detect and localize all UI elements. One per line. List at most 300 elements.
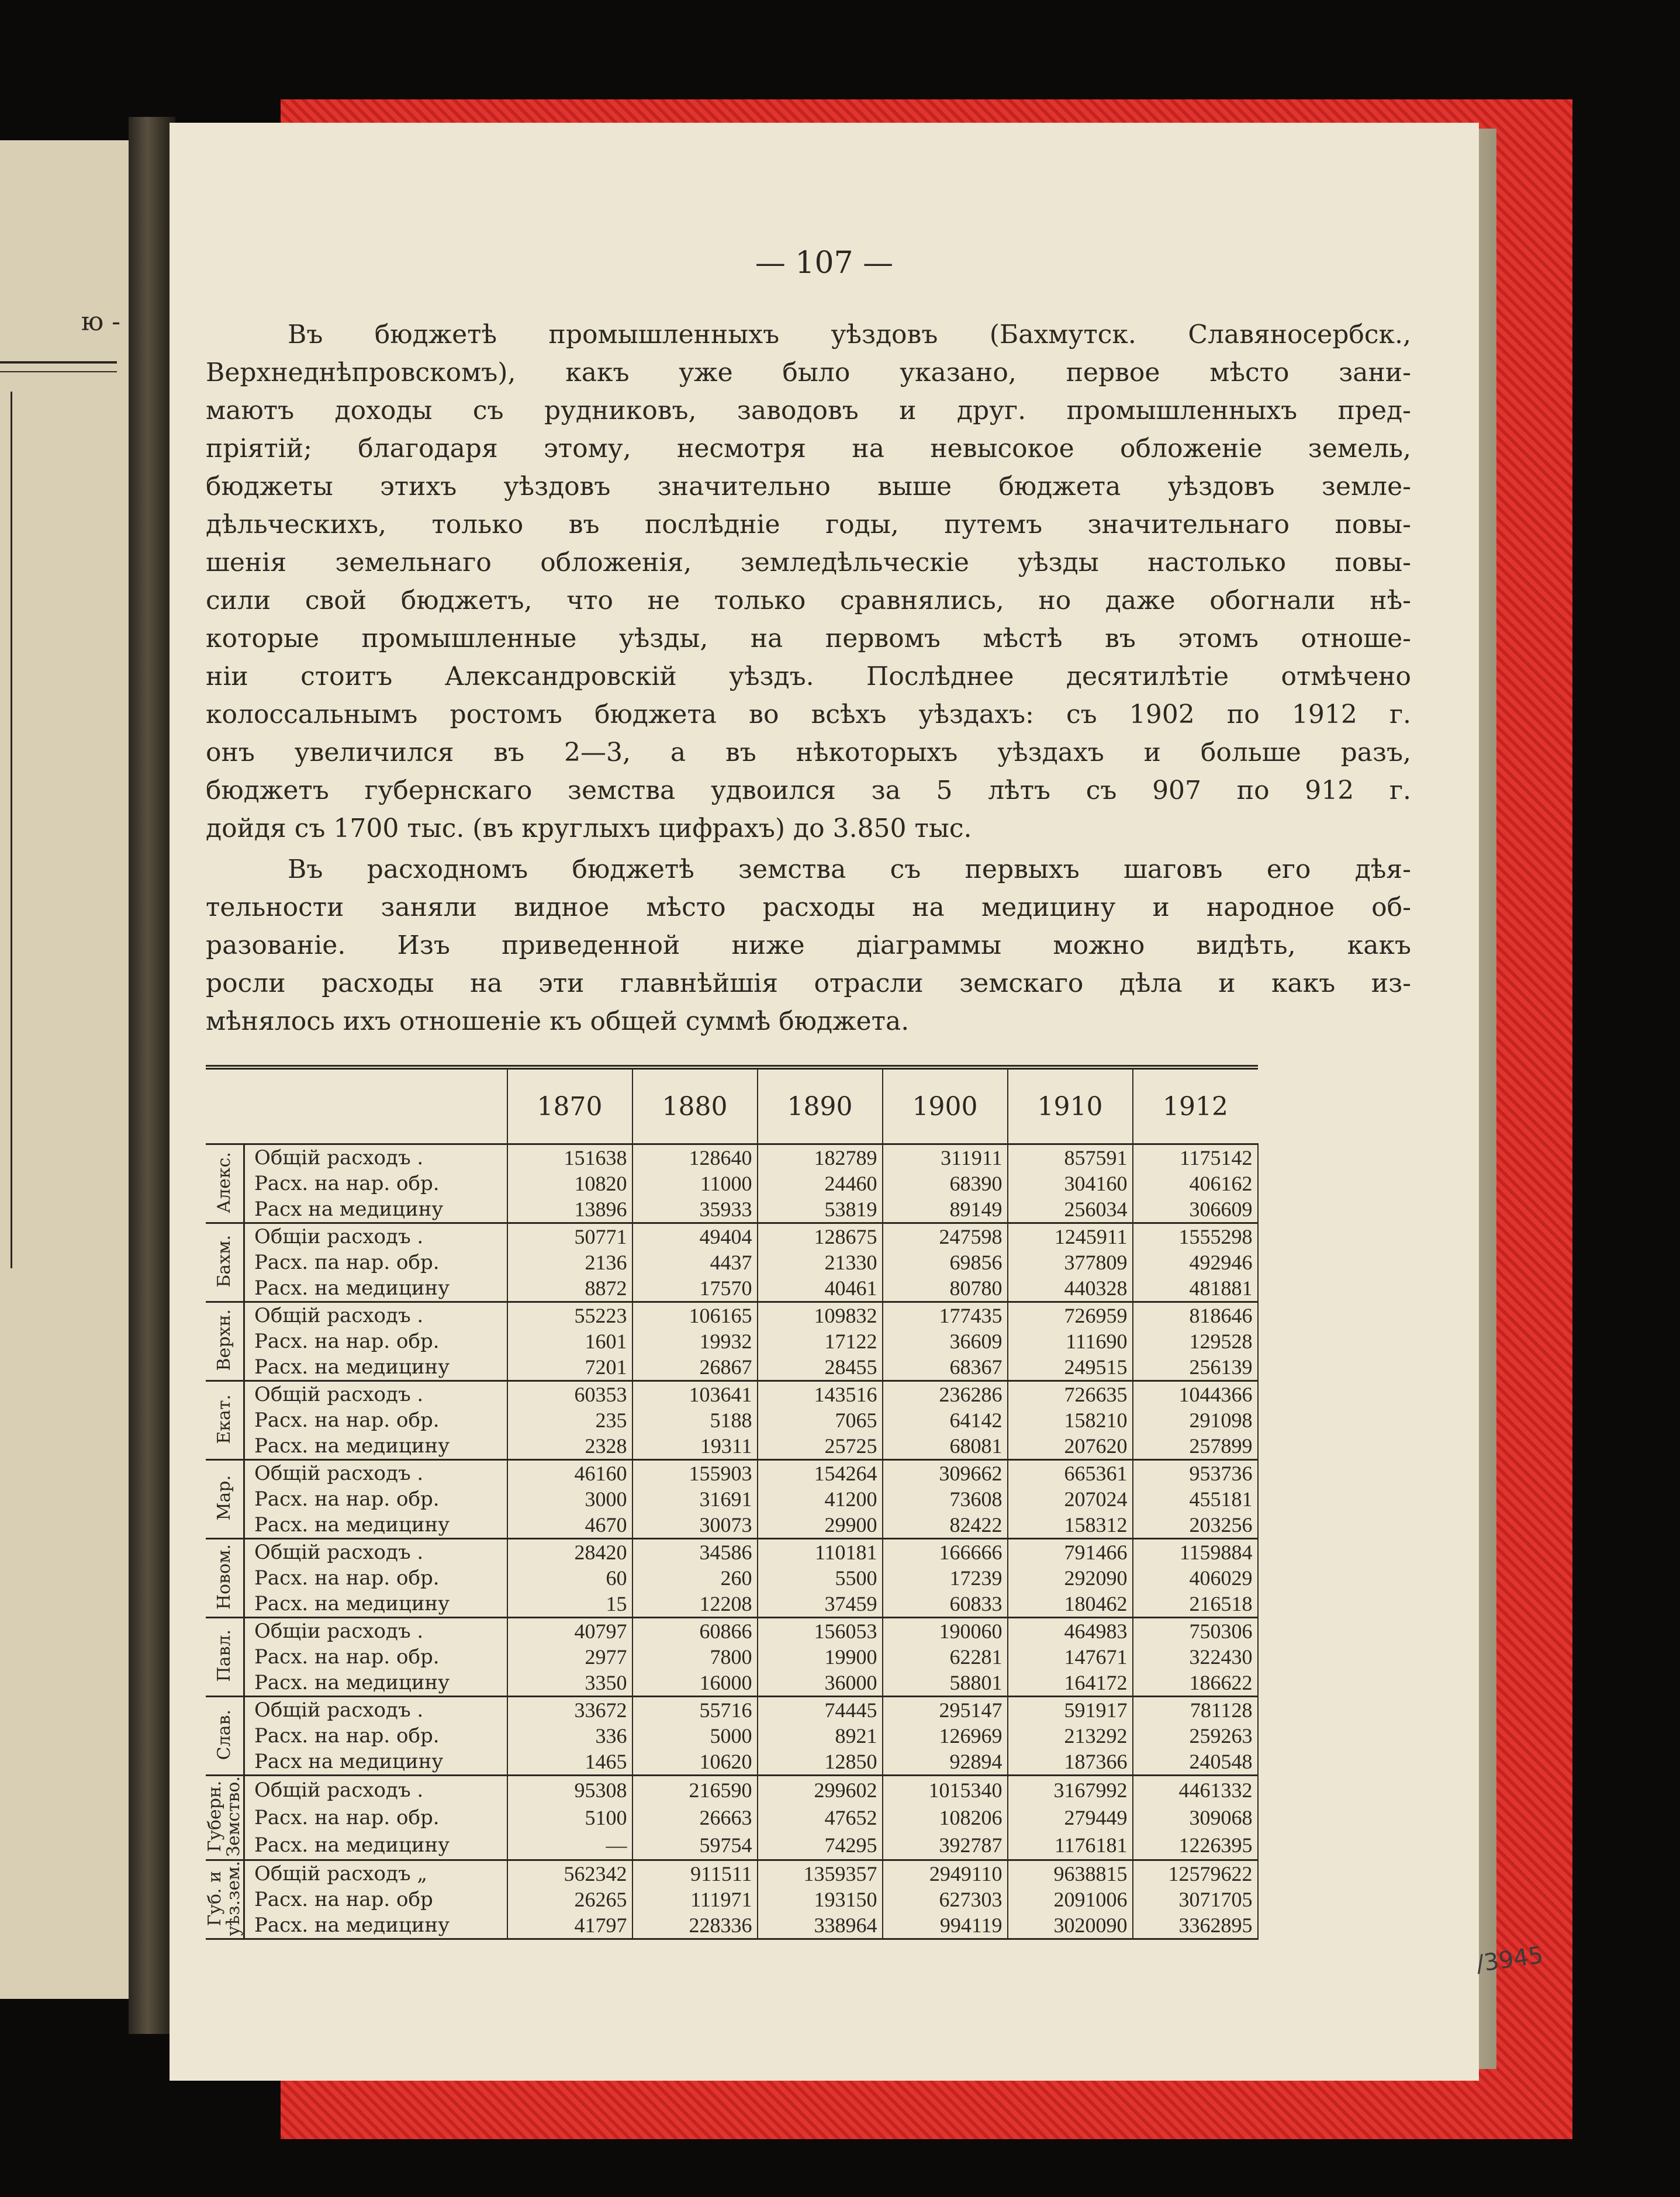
value-cell: 2136 xyxy=(507,1250,632,1275)
value-cell: 235 xyxy=(507,1407,632,1433)
text-line: дойдя съ 1700 тыс. (въ круглыхъ цифрахъ) до 3.850 тыс. xyxy=(206,814,972,843)
row-label: Расх на медицину xyxy=(244,1196,507,1223)
text-line: тельности заняли видное мѣсто расходы на медицину и народное об- xyxy=(206,892,1411,922)
value-cell: 89149 xyxy=(883,1196,1008,1223)
value-cell: 857591 xyxy=(1008,1144,1133,1171)
value-cell: 7800 xyxy=(632,1644,758,1670)
value-cell: 292090 xyxy=(1008,1565,1133,1591)
row-label: Общій расходъ . xyxy=(244,1302,507,1329)
value-cell: 5188 xyxy=(632,1407,758,1433)
row-label: Расх. па нар. обр. xyxy=(244,1250,507,1275)
value-cell: 41797 xyxy=(507,1912,632,1939)
value-cell: 158312 xyxy=(1008,1512,1133,1539)
row-label: Расх. на нар. обр. xyxy=(244,1486,507,1512)
value-cell: 55716 xyxy=(632,1697,758,1724)
value-cell: 109832 xyxy=(758,1302,883,1329)
value-cell: 295147 xyxy=(883,1697,1008,1724)
table-row xyxy=(206,1670,1258,1697)
body-text xyxy=(206,316,1411,1040)
table-row xyxy=(206,1644,1258,1670)
value-cell: 377809 xyxy=(1008,1250,1133,1275)
district-name: Губ. и уѣз.зем. xyxy=(205,1860,244,1936)
value-cell: 726635 xyxy=(1008,1381,1133,1408)
value-cell: 260 xyxy=(632,1565,758,1591)
value-cell: 7201 xyxy=(507,1354,632,1381)
value-cell: 481881 xyxy=(1133,1275,1258,1302)
value-cell: 994119 xyxy=(883,1912,1008,1939)
value-cell: 128675 xyxy=(758,1223,883,1250)
value-cell: 1176181 xyxy=(1008,1831,1133,1860)
value-cell: 74445 xyxy=(758,1697,883,1724)
district-name: Слав. xyxy=(214,1709,234,1760)
value-cell: 1601 xyxy=(507,1328,632,1354)
year-header: 1870 xyxy=(507,1067,632,1144)
value-cell: 60353 xyxy=(507,1381,632,1408)
value-cell: 2949110 xyxy=(883,1860,1008,1887)
value-cell: 4670 xyxy=(507,1512,632,1539)
value-cell: 24460 xyxy=(758,1171,883,1196)
table-row xyxy=(206,1539,1258,1566)
value-cell: 240548 xyxy=(1133,1749,1258,1776)
value-cell: 455181 xyxy=(1133,1486,1258,1512)
value-cell: 216590 xyxy=(632,1776,758,1804)
text-line: бюджеты этихъ уѣздовъ значительно выше бюджета уѣздовъ земле- xyxy=(206,472,1411,501)
value-cell: 1245911 xyxy=(1008,1223,1133,1250)
pencil-annotation: /3945 xyxy=(1474,1942,1545,1978)
value-cell: 911511 xyxy=(632,1860,758,1887)
value-cell: 177435 xyxy=(883,1302,1008,1329)
value-cell: 154264 xyxy=(758,1460,883,1487)
value-cell: 256034 xyxy=(1008,1196,1133,1223)
table-row xyxy=(206,1749,1258,1776)
value-cell: 182789 xyxy=(758,1144,883,1171)
value-cell: 5500 xyxy=(758,1565,883,1591)
row-label: Расх. на медицину xyxy=(244,1512,507,1539)
text-line: Въ расходномъ бюджетѣ земства съ первыхъ шаговъ его дѣя- xyxy=(288,854,1411,884)
row-label: Общій расходъ . xyxy=(244,1381,507,1408)
left-page-table-line xyxy=(11,392,12,1268)
value-cell: 3020090 xyxy=(1008,1912,1133,1939)
value-cell: 58801 xyxy=(883,1670,1008,1697)
table-row xyxy=(206,1723,1258,1749)
district-label xyxy=(206,1618,244,1697)
value-cell: 68081 xyxy=(883,1433,1008,1460)
value-cell: 5000 xyxy=(632,1723,758,1749)
left-page-rule xyxy=(0,361,117,364)
value-cell: 781128 xyxy=(1133,1697,1258,1724)
row-label: Расх. на медицину xyxy=(244,1831,507,1860)
district-label xyxy=(206,1697,244,1776)
value-cell: 17239 xyxy=(883,1565,1008,1591)
row-label: Расх. на нар. обр. xyxy=(244,1804,507,1831)
value-cell: 111690 xyxy=(1008,1328,1133,1354)
value-cell: 207620 xyxy=(1008,1433,1133,1460)
value-cell: 17122 xyxy=(758,1328,883,1354)
row-label: Расх. на нар. обр. xyxy=(244,1328,507,1354)
value-cell: 953736 xyxy=(1133,1460,1258,1487)
district-name: Бахм. xyxy=(214,1235,234,1288)
value-cell: 562342 xyxy=(507,1860,632,1887)
value-cell: 1015340 xyxy=(883,1776,1008,1804)
value-cell: 406029 xyxy=(1133,1565,1258,1591)
row-label: Расх. на нар. обр. xyxy=(244,1565,507,1591)
value-cell: 726959 xyxy=(1008,1302,1133,1329)
value-cell: 8921 xyxy=(758,1723,883,1749)
value-cell: 10620 xyxy=(632,1749,758,1776)
table-row xyxy=(206,1223,1258,1250)
value-cell: 15 xyxy=(507,1591,632,1618)
year-header: 1900 xyxy=(883,1067,1008,1144)
value-cell: 8872 xyxy=(507,1275,632,1302)
paragraph xyxy=(206,850,1411,1040)
table-row xyxy=(206,1591,1258,1618)
row-label: Расх. на медицину xyxy=(244,1354,507,1381)
value-cell: 7065 xyxy=(758,1407,883,1433)
value-cell: 62281 xyxy=(883,1644,1008,1670)
value-cell: 228336 xyxy=(632,1912,758,1939)
value-cell: 36609 xyxy=(883,1328,1008,1354)
table-row xyxy=(206,1804,1258,1831)
table-row xyxy=(206,1407,1258,1433)
value-cell: 12579622 xyxy=(1133,1860,1258,1887)
value-cell: 40461 xyxy=(758,1275,883,1302)
value-cell: 31691 xyxy=(632,1486,758,1512)
value-cell: 36000 xyxy=(758,1670,883,1697)
value-cell: 128640 xyxy=(632,1144,758,1171)
value-cell: 53819 xyxy=(758,1196,883,1223)
table-row xyxy=(206,1171,1258,1196)
row-label: Расх. на медицину xyxy=(244,1433,507,1460)
text-line: колоссальнымъ ростомъ бюджета во всѣхъ уѣздахъ: съ 1902 по 1912 г. xyxy=(206,700,1411,729)
row-label: Общій расходъ . xyxy=(244,1144,507,1171)
text-line: онъ увеличился въ 2—3, а въ нѣкоторыхъ уѣздахъ и больше разъ, xyxy=(206,738,1411,767)
value-cell: 33672 xyxy=(507,1697,632,1724)
value-cell: 311911 xyxy=(883,1144,1008,1171)
book-spine xyxy=(129,117,175,2034)
table-row xyxy=(206,1328,1258,1354)
value-cell: 299602 xyxy=(758,1776,883,1804)
table-row xyxy=(206,1565,1258,1591)
text-line: сили свой бюджетъ, что не только сравнялись, но даже обогнали нѣ- xyxy=(206,586,1411,615)
value-cell: 279449 xyxy=(1008,1804,1133,1831)
table-row xyxy=(206,1512,1258,1539)
table-row xyxy=(206,1912,1258,1939)
row-label: Общій расходъ „ xyxy=(244,1860,507,1887)
value-cell: 665361 xyxy=(1008,1460,1133,1487)
value-cell: 26265 xyxy=(507,1887,632,1912)
table-row xyxy=(206,1887,1258,1912)
value-cell: 60 xyxy=(507,1565,632,1591)
value-cell: 2328 xyxy=(507,1433,632,1460)
row-label: Расх. на медицину xyxy=(244,1912,507,1939)
table-row xyxy=(206,1250,1258,1275)
value-cell: 60833 xyxy=(883,1591,1008,1618)
value-cell: 338964 xyxy=(758,1912,883,1939)
value-cell: 190060 xyxy=(883,1618,1008,1645)
value-cell: 392787 xyxy=(883,1831,1008,1860)
year-header: 1890 xyxy=(758,1067,883,1144)
value-cell: 247598 xyxy=(883,1223,1008,1250)
value-cell: — xyxy=(507,1831,632,1860)
value-cell: 3362895 xyxy=(1133,1912,1258,1939)
table-row xyxy=(206,1433,1258,1460)
value-cell: 82422 xyxy=(883,1512,1008,1539)
value-cell: 156053 xyxy=(758,1618,883,1645)
value-cell: 2977 xyxy=(507,1644,632,1670)
table-row xyxy=(206,1354,1258,1381)
value-cell: 256139 xyxy=(1133,1354,1258,1381)
value-cell: 9638815 xyxy=(1008,1860,1133,1887)
row-label: Расх. на нар. обр. xyxy=(244,1171,507,1196)
value-cell: 95308 xyxy=(507,1776,632,1804)
value-cell: 28420 xyxy=(507,1539,632,1566)
value-cell: 464983 xyxy=(1008,1618,1133,1645)
text-line: Въ бюджетѣ промышленныхъ уѣздовъ (Бахмутск. Славяносербск., xyxy=(288,320,1411,350)
row-label: Общій расходъ . xyxy=(244,1460,507,1487)
value-cell: 49404 xyxy=(632,1223,758,1250)
district-label xyxy=(206,1860,244,1939)
value-cell: 322430 xyxy=(1133,1644,1258,1670)
value-cell: 59754 xyxy=(632,1831,758,1860)
value-cell: 249515 xyxy=(1008,1354,1133,1381)
header-corner xyxy=(206,1067,244,1144)
district-name: Верхн. xyxy=(214,1309,234,1371)
value-cell: 110181 xyxy=(758,1539,883,1566)
value-cell: 213292 xyxy=(1008,1723,1133,1749)
text-line: которые промышленные уѣзды, на первомъ мѣстѣ въ этомъ отноше- xyxy=(206,624,1411,653)
value-cell: 1175142 xyxy=(1133,1144,1258,1171)
text-line: мѣнялось ихъ отношеніе къ общей суммѣ бюджета. xyxy=(206,1006,910,1036)
table-row xyxy=(206,1618,1258,1645)
district-label xyxy=(206,1460,244,1539)
value-cell: 1159884 xyxy=(1133,1539,1258,1566)
table-row xyxy=(206,1697,1258,1724)
value-cell: 791466 xyxy=(1008,1539,1133,1566)
value-cell: 28455 xyxy=(758,1354,883,1381)
header-corner-label xyxy=(244,1067,507,1144)
row-label: Расх. на нар. обр. xyxy=(244,1644,507,1670)
district-label xyxy=(206,1381,244,1460)
table-row xyxy=(206,1196,1258,1223)
value-cell: 591917 xyxy=(1008,1697,1133,1724)
value-cell: 147671 xyxy=(1008,1644,1133,1670)
value-cell: 440328 xyxy=(1008,1275,1133,1302)
text-line: пріятій; благодаря этому, несмотря на невысокое обложеніе земель, xyxy=(206,434,1411,463)
table-row xyxy=(206,1460,1258,1487)
row-label: Расх на медицину xyxy=(244,1749,507,1776)
value-cell: 818646 xyxy=(1133,1302,1258,1329)
table-row xyxy=(206,1302,1258,1329)
left-page-text-fragment: ю - xyxy=(81,307,120,337)
value-cell: 21330 xyxy=(758,1250,883,1275)
value-cell: 73608 xyxy=(883,1486,1008,1512)
table-row xyxy=(206,1776,1258,1804)
value-cell: 257899 xyxy=(1133,1433,1258,1460)
value-cell: 1359357 xyxy=(758,1860,883,1887)
value-cell: 10820 xyxy=(507,1171,632,1196)
value-cell: 64142 xyxy=(883,1407,1008,1433)
value-cell: 13896 xyxy=(507,1196,632,1223)
district-label xyxy=(206,1539,244,1618)
value-cell: 25725 xyxy=(758,1433,883,1460)
row-label: Общіи расходъ . xyxy=(244,1223,507,1250)
value-cell: 12208 xyxy=(632,1591,758,1618)
value-cell: 34586 xyxy=(632,1539,758,1566)
district-name: Екат. xyxy=(214,1394,234,1444)
value-cell: 236286 xyxy=(883,1381,1008,1408)
table-row xyxy=(206,1831,1258,1860)
district-label xyxy=(206,1223,244,1302)
value-cell: 40797 xyxy=(507,1618,632,1645)
text-line: бюджетъ губернскаго земства удвоился за 5 лѣтъ съ 907 по 912 г. xyxy=(206,776,1411,805)
district-label xyxy=(206,1776,244,1860)
value-cell: 627303 xyxy=(883,1887,1008,1912)
value-cell: 492946 xyxy=(1133,1250,1258,1275)
value-cell: 55223 xyxy=(507,1302,632,1329)
value-cell: 12850 xyxy=(758,1749,883,1776)
year-header-row xyxy=(206,1067,1258,1144)
value-cell: 26663 xyxy=(632,1804,758,1831)
value-cell: 309068 xyxy=(1133,1804,1258,1831)
value-cell: 60866 xyxy=(632,1618,758,1645)
value-cell: 47652 xyxy=(758,1804,883,1831)
value-cell: 3000 xyxy=(507,1486,632,1512)
value-cell: 306609 xyxy=(1133,1196,1258,1223)
value-cell: 74295 xyxy=(758,1831,883,1860)
district-name: Алекс. xyxy=(214,1151,234,1213)
text-line: маютъ доходы съ рудниковъ, заводовъ и друг. промышленныхъ пред- xyxy=(206,396,1411,425)
value-cell: 35933 xyxy=(632,1196,758,1223)
value-cell: 37459 xyxy=(758,1591,883,1618)
value-cell: 92894 xyxy=(883,1749,1008,1776)
text-line: росли расходы на эти главнѣйшія отрасли земскаго дѣла и какъ из- xyxy=(206,968,1411,998)
value-cell: 406162 xyxy=(1133,1171,1258,1196)
value-cell: 750306 xyxy=(1133,1618,1258,1645)
value-cell: 126969 xyxy=(883,1723,1008,1749)
district-label xyxy=(206,1144,244,1223)
value-cell: 166666 xyxy=(883,1539,1008,1566)
value-cell: 180462 xyxy=(1008,1591,1133,1618)
row-label: Расх. на нар. обр. xyxy=(244,1723,507,1749)
year-header: 1912 xyxy=(1133,1067,1258,1144)
value-cell: 80780 xyxy=(883,1275,1008,1302)
left-page-rule-thin xyxy=(0,371,117,372)
district-name: Губерн. Земство. xyxy=(205,1776,244,1857)
row-label: Общій расходъ . xyxy=(244,1776,507,1804)
value-cell: 3167992 xyxy=(1008,1776,1133,1804)
text-line: дѣльческихъ, только въ послѣдніе годы, путемъ значительнаго повы- xyxy=(206,510,1411,539)
district-label xyxy=(206,1302,244,1381)
value-cell: 41200 xyxy=(758,1486,883,1512)
table-row xyxy=(206,1381,1258,1408)
value-cell: 187366 xyxy=(1008,1749,1133,1776)
budget-table xyxy=(206,1065,1259,1940)
value-cell: 16000 xyxy=(632,1670,758,1697)
value-cell: 336 xyxy=(507,1723,632,1749)
value-cell: 19900 xyxy=(758,1644,883,1670)
year-header: 1880 xyxy=(632,1067,758,1144)
text-line: разованіе. Изъ приведенной ниже діаграммы можно видѣть, какъ xyxy=(206,930,1411,960)
value-cell: 164172 xyxy=(1008,1670,1133,1697)
value-cell: 158210 xyxy=(1008,1407,1133,1433)
value-cell: 17570 xyxy=(632,1275,758,1302)
value-cell: 46160 xyxy=(507,1460,632,1487)
value-cell: 3071705 xyxy=(1133,1887,1258,1912)
value-cell: 30073 xyxy=(632,1512,758,1539)
district-name: Павл. xyxy=(214,1629,234,1682)
left-page-edge xyxy=(0,140,134,1999)
value-cell: 193150 xyxy=(758,1887,883,1912)
value-cell: 68367 xyxy=(883,1354,1008,1381)
table-row xyxy=(206,1486,1258,1512)
value-cell: 106165 xyxy=(632,1302,758,1329)
value-cell: 1555298 xyxy=(1133,1223,1258,1250)
table-row xyxy=(206,1275,1258,1302)
text-line: ніи стоитъ Александровскій уѣздъ. Послѣднее десятилѣтіе отмѣчено xyxy=(206,662,1411,691)
book-page xyxy=(170,123,1545,2081)
table-row xyxy=(206,1860,1258,1887)
row-label: Расх. на нар. обр. xyxy=(244,1407,507,1433)
value-cell: 2091006 xyxy=(1008,1887,1133,1912)
value-cell: 186622 xyxy=(1133,1670,1258,1697)
value-cell: 26867 xyxy=(632,1354,758,1381)
value-cell: 1226395 xyxy=(1133,1831,1258,1860)
value-cell: 259263 xyxy=(1133,1723,1258,1749)
value-cell: 68390 xyxy=(883,1171,1008,1196)
value-cell: 50771 xyxy=(507,1223,632,1250)
value-cell: 207024 xyxy=(1008,1486,1133,1512)
text-line: Верхнеднѣпровскомъ), какъ уже было указано, первое мѣсто зани- xyxy=(206,358,1411,387)
value-cell: 69856 xyxy=(883,1250,1008,1275)
value-cell: 1465 xyxy=(507,1749,632,1776)
district-name: Новом. xyxy=(214,1544,234,1610)
row-label: Расх. на нар. обр xyxy=(244,1887,507,1912)
value-cell: 216518 xyxy=(1133,1591,1258,1618)
row-label: Расх. на медицину xyxy=(244,1670,507,1697)
value-cell: 108206 xyxy=(883,1804,1008,1831)
value-cell: 151638 xyxy=(507,1144,632,1171)
row-label: Общій расходъ . xyxy=(244,1697,507,1724)
value-cell: 155903 xyxy=(632,1460,758,1487)
value-cell: 4461332 xyxy=(1133,1776,1258,1804)
value-cell: 143516 xyxy=(758,1381,883,1408)
value-cell: 19311 xyxy=(632,1433,758,1460)
value-cell: 111971 xyxy=(632,1887,758,1912)
row-label: Общій расходъ . xyxy=(244,1539,507,1566)
value-cell: 29900 xyxy=(758,1512,883,1539)
value-cell: 4437 xyxy=(632,1250,758,1275)
value-cell: 5100 xyxy=(507,1804,632,1831)
value-cell: 203256 xyxy=(1133,1512,1258,1539)
table-row xyxy=(206,1144,1258,1171)
row-label: Общіи расходъ . xyxy=(244,1618,507,1645)
value-cell: 103641 xyxy=(632,1381,758,1408)
table-body xyxy=(206,1144,1258,1939)
value-cell: 309662 xyxy=(883,1460,1008,1487)
value-cell: 19932 xyxy=(632,1328,758,1354)
value-cell: 304160 xyxy=(1008,1171,1133,1196)
paragraph xyxy=(206,316,1411,847)
value-cell: 291098 xyxy=(1133,1407,1258,1433)
text-line: шенія земельнаго обложенія, земледѣльческіе уѣзды настолько повы- xyxy=(206,548,1411,577)
page-number: — 107 — xyxy=(755,245,894,281)
value-cell: 11000 xyxy=(632,1171,758,1196)
row-label: Расх. на медицину xyxy=(244,1591,507,1618)
value-cell: 129528 xyxy=(1133,1328,1258,1354)
district-name: Мар. xyxy=(214,1475,234,1521)
value-cell: 1044366 xyxy=(1133,1381,1258,1408)
year-header: 1910 xyxy=(1008,1067,1133,1144)
